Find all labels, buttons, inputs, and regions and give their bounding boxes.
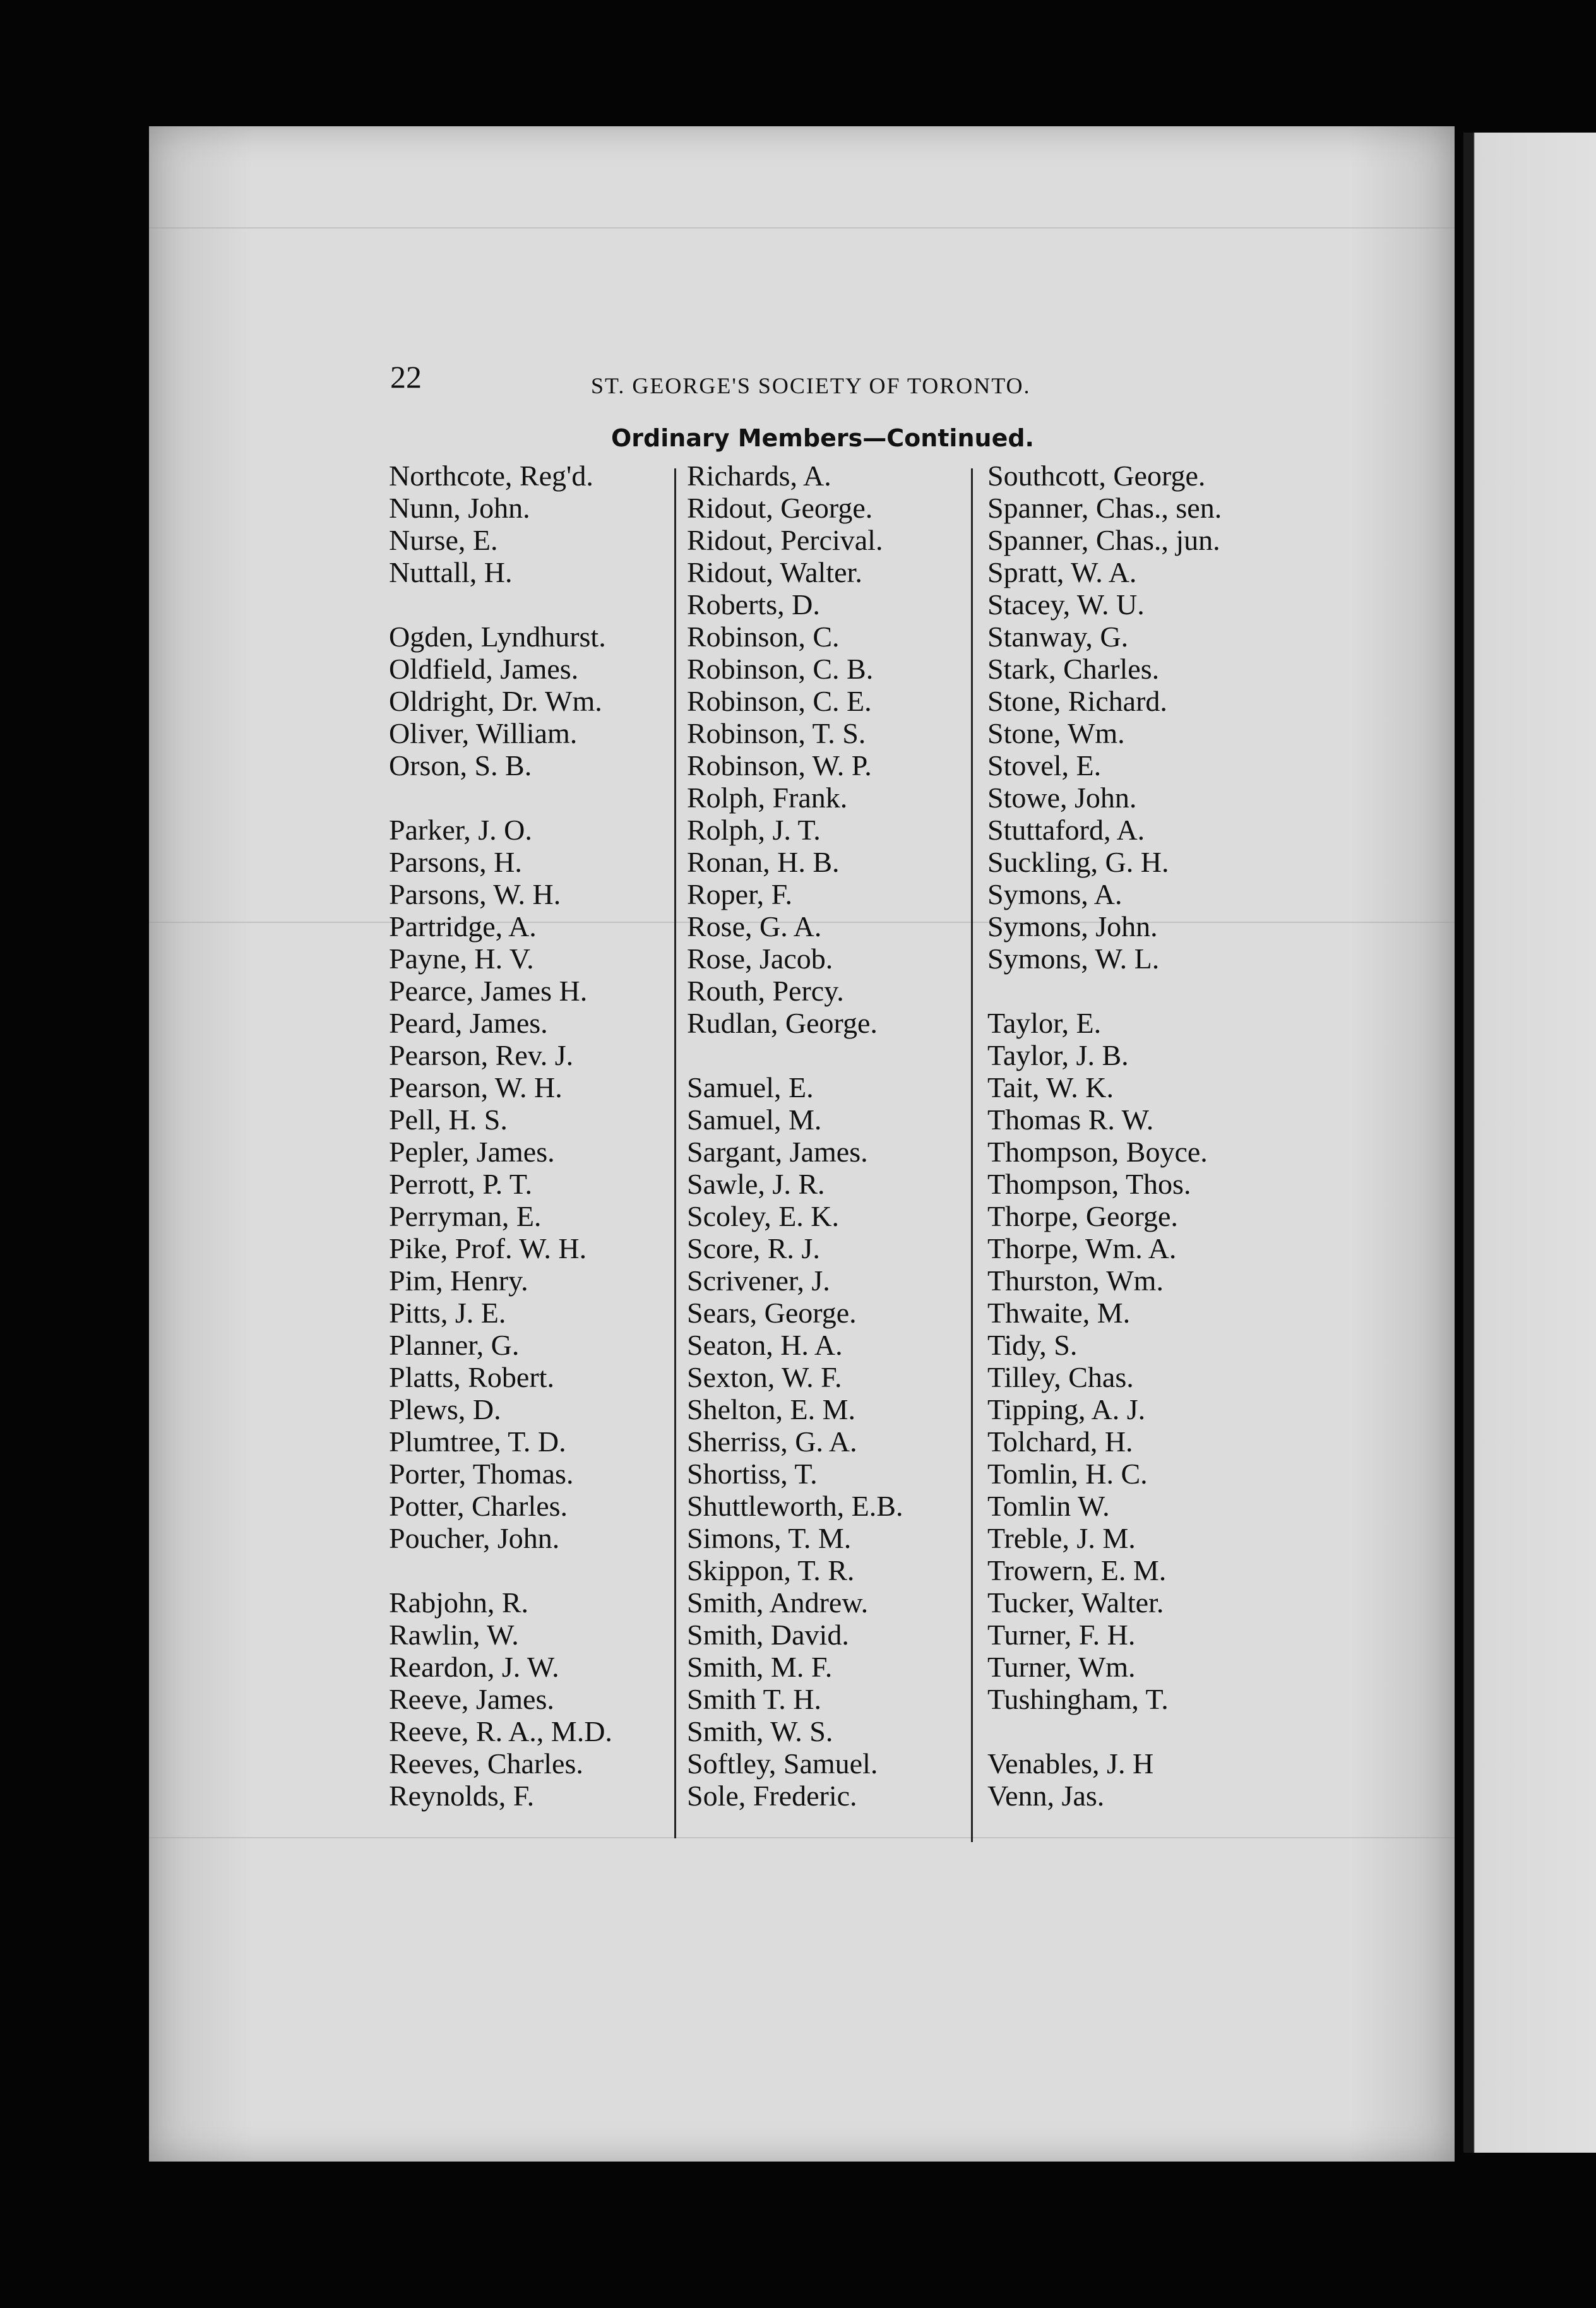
member-entry: Scoley, E. K. — [687, 1200, 840, 1232]
section-heading: Ordinary Members—Continued. — [611, 424, 1034, 452]
member-entry: Spratt, W. A. — [987, 556, 1137, 588]
member-entry: Nurse, E. — [389, 524, 498, 556]
member-entry: Turner, F. H. — [987, 1619, 1136, 1651]
member-entry: Sexton, W. F. — [687, 1361, 842, 1393]
member-entry: Robinson, T. S. — [687, 717, 866, 749]
member-entry: Stanway, G. — [987, 621, 1129, 653]
member-entry: Smith, Andrew. — [687, 1586, 869, 1619]
member-entry: Plumtree, T. D. — [389, 1425, 566, 1458]
member-entry: Thorpe, Wm. A. — [987, 1232, 1177, 1264]
member-entry: Scrivener, J. — [687, 1264, 830, 1297]
member-entry: Stone, Richard. — [987, 685, 1167, 717]
member-entry: Southcott, George. — [987, 460, 1206, 492]
member-entry: Sawle, J. R. — [687, 1168, 825, 1200]
facing-page-edge — [1463, 133, 1596, 2153]
member-entry: Stone, Wm. — [987, 717, 1125, 749]
member-entry: Routh, Percy. — [687, 975, 844, 1007]
member-entry: Smith, M. F. — [687, 1651, 833, 1683]
member-entry: Tolchard, H. — [987, 1425, 1133, 1458]
member-entry: Symons, John. — [987, 910, 1158, 943]
section-gap — [987, 975, 1222, 1007]
member-entry: Stovel, E. — [987, 749, 1102, 782]
member-entry: Robinson, C. — [687, 621, 840, 653]
member-entry: Tomlin, H. C. — [987, 1458, 1148, 1490]
member-entry: Plews, D. — [389, 1393, 501, 1425]
member-entry: Parsons, H. — [389, 846, 522, 878]
member-entry: Pike, Prof. W. H. — [389, 1232, 587, 1264]
member-entry: Pim, Henry. — [389, 1264, 528, 1297]
member-entry: Rolph, J. T. — [687, 814, 821, 846]
member-entry: Stacey, W. U. — [987, 588, 1145, 621]
member-entry: Smith T. H. — [687, 1683, 821, 1715]
member-entry: Peard, James. — [389, 1007, 548, 1039]
member-entry: Stark, Charles. — [987, 653, 1160, 685]
member-entry: Rose, Jacob. — [687, 943, 833, 975]
member-entry: Softley, Samuel. — [687, 1747, 878, 1780]
member-entry: Nunn, John. — [389, 492, 530, 524]
member-entry: Sargant, James. — [687, 1136, 868, 1168]
page-number: 22 — [390, 359, 422, 395]
member-entry: Spanner, Chas., sen. — [987, 492, 1222, 524]
member-entry: Ridout, Percival. — [687, 524, 883, 556]
member-entry: Perrott, P. T. — [389, 1168, 533, 1200]
member-entry: Tomlin W. — [987, 1490, 1110, 1522]
member-entry: Sears, George. — [687, 1297, 857, 1329]
member-entry: Robinson, C. E. — [687, 685, 872, 717]
member-entry: Ronan, H. B. — [687, 846, 840, 878]
member-entry: Pitts, J. E. — [389, 1297, 506, 1329]
section-gap — [389, 1554, 612, 1586]
member-entry: Oliver, William. — [389, 717, 578, 749]
member-entry: Pepler, James. — [389, 1136, 555, 1168]
member-entry: Sherriss, G. A. — [687, 1425, 857, 1458]
member-entry: Thompson, Thos. — [987, 1168, 1191, 1200]
member-entry: Taylor, J. B. — [987, 1039, 1129, 1071]
member-entry: Shortiss, T. — [687, 1458, 818, 1490]
section-gap — [389, 588, 612, 621]
member-entry: Tipping, A. J. — [987, 1393, 1146, 1425]
member-entry: Partridge, A. — [389, 910, 537, 943]
member-entry: Reardon, J. W. — [389, 1651, 559, 1683]
member-entry: Tushingham, T. — [987, 1683, 1169, 1715]
member-entry: Shuttleworth, E.B. — [687, 1490, 903, 1522]
member-entry: Pearson, W. H. — [389, 1071, 563, 1103]
member-entry: Symons, W. L. — [987, 943, 1160, 975]
member-entry: Treble, J. M. — [987, 1522, 1136, 1554]
member-entry: Stuttaford, A. — [987, 814, 1145, 846]
section-gap — [687, 1039, 903, 1071]
column-divider — [971, 468, 973, 1842]
member-entry: Venables, J. H — [987, 1747, 1154, 1780]
member-entry: Rolph, Frank. — [687, 782, 848, 814]
member-entry: Richards, A. — [687, 460, 831, 492]
member-entry: Roper, F. — [687, 878, 792, 910]
member-entry: Tilley, Chas. — [987, 1361, 1134, 1393]
member-entry: Skippon, T. R. — [687, 1554, 855, 1586]
member-entry: Platts, Robert. — [389, 1361, 554, 1393]
member-entry: Seaton, H. A. — [687, 1329, 843, 1361]
member-entry: Parsons, W. H. — [389, 878, 561, 910]
member-entry: Samuel, M. — [687, 1103, 822, 1136]
member-entry: Suckling, G. H. — [987, 846, 1169, 878]
member-entry: Roberts, D. — [687, 588, 820, 621]
member-entry: Tucker, Walter. — [987, 1586, 1164, 1619]
member-entry: Tidy, S. — [987, 1329, 1078, 1361]
member-entry: Thorpe, George. — [987, 1200, 1178, 1232]
member-entry: Samuel, E. — [687, 1071, 814, 1103]
member-entry: Taylor, E. — [987, 1007, 1102, 1039]
member-column-2 — [687, 460, 903, 1812]
member-entry: Rawlin, W. — [389, 1619, 519, 1651]
member-entry: Shelton, E. M. — [687, 1393, 856, 1425]
member-entry: Robinson, W. P. — [687, 749, 872, 782]
member-entry: Thwaite, M. — [987, 1297, 1131, 1329]
member-entry: Pearson, Rev. J. — [389, 1039, 574, 1071]
member-entry: Turner, Wm. — [987, 1651, 1136, 1683]
member-entry: Reynolds, F. — [389, 1780, 535, 1812]
member-entry: Ridout, George. — [687, 492, 873, 524]
member-entry: Northcote, Reg'd. — [389, 460, 593, 492]
column-divider — [674, 468, 676, 1838]
member-entry: Sole, Frederic. — [687, 1780, 857, 1812]
member-column-1 — [389, 460, 612, 1812]
running-head: ST. GEORGE'S SOCIETY OF TORONTO. — [591, 373, 1031, 398]
member-entry: Pell, H. S. — [389, 1103, 508, 1136]
member-entry: Rudlan, George. — [687, 1007, 878, 1039]
member-entry: Nuttall, H. — [389, 556, 513, 588]
member-entry: Parker, J. O. — [389, 814, 532, 846]
member-entry: Orson, S. B. — [389, 749, 532, 782]
member-entry: Perryman, E. — [389, 1200, 542, 1232]
member-entry: Reeves, Charles. — [389, 1747, 583, 1780]
member-entry: Ridout, Walter. — [687, 556, 862, 588]
member-entry: Smith, David. — [687, 1619, 849, 1651]
member-entry: Spanner, Chas., jun. — [987, 524, 1220, 556]
section-gap — [389, 782, 612, 814]
member-entry: Symons, A. — [987, 878, 1123, 910]
member-entry: Reeve, R. A., M.D. — [389, 1715, 612, 1747]
member-entry: Simons, T. M. — [687, 1522, 852, 1554]
member-entry: Score, R. J. — [687, 1232, 820, 1264]
member-entry: Potter, Charles. — [389, 1490, 568, 1522]
faint-ruled-line — [149, 1837, 1455, 1838]
member-entry: Payne, H. V. — [389, 943, 534, 975]
member-entry: Planner, G. — [389, 1329, 520, 1361]
member-entry: Thompson, Boyce. — [987, 1136, 1208, 1168]
member-entry: Oldfield, James. — [389, 653, 579, 685]
member-entry: Venn, Jas. — [987, 1780, 1105, 1812]
member-entry: Stowe, John. — [987, 782, 1137, 814]
member-entry: Smith, W. S. — [687, 1715, 833, 1747]
member-entry: Tait, W. K. — [987, 1071, 1114, 1103]
member-entry: Thomas R. W. — [987, 1103, 1154, 1136]
member-entry: Rabjohn, R. — [389, 1586, 529, 1619]
member-entry: Rose, G. A. — [687, 910, 822, 943]
member-entry: Robinson, C. B. — [687, 653, 874, 685]
section-gap — [987, 1715, 1222, 1747]
member-column-3 — [987, 460, 1222, 1812]
member-entry: Porter, Thomas. — [389, 1458, 574, 1490]
member-entry: Trowern, E. M. — [987, 1554, 1167, 1586]
member-entry: Thurston, Wm. — [987, 1264, 1164, 1297]
member-entry: Pearce, James H. — [389, 975, 588, 1007]
member-entry: Oldright, Dr. Wm. — [389, 685, 602, 717]
faint-ruled-line — [149, 227, 1455, 229]
member-entry: Ogden, Lyndhurst. — [389, 621, 606, 653]
member-entry: Reeve, James. — [389, 1683, 554, 1715]
member-entry: Poucher, John. — [389, 1522, 560, 1554]
